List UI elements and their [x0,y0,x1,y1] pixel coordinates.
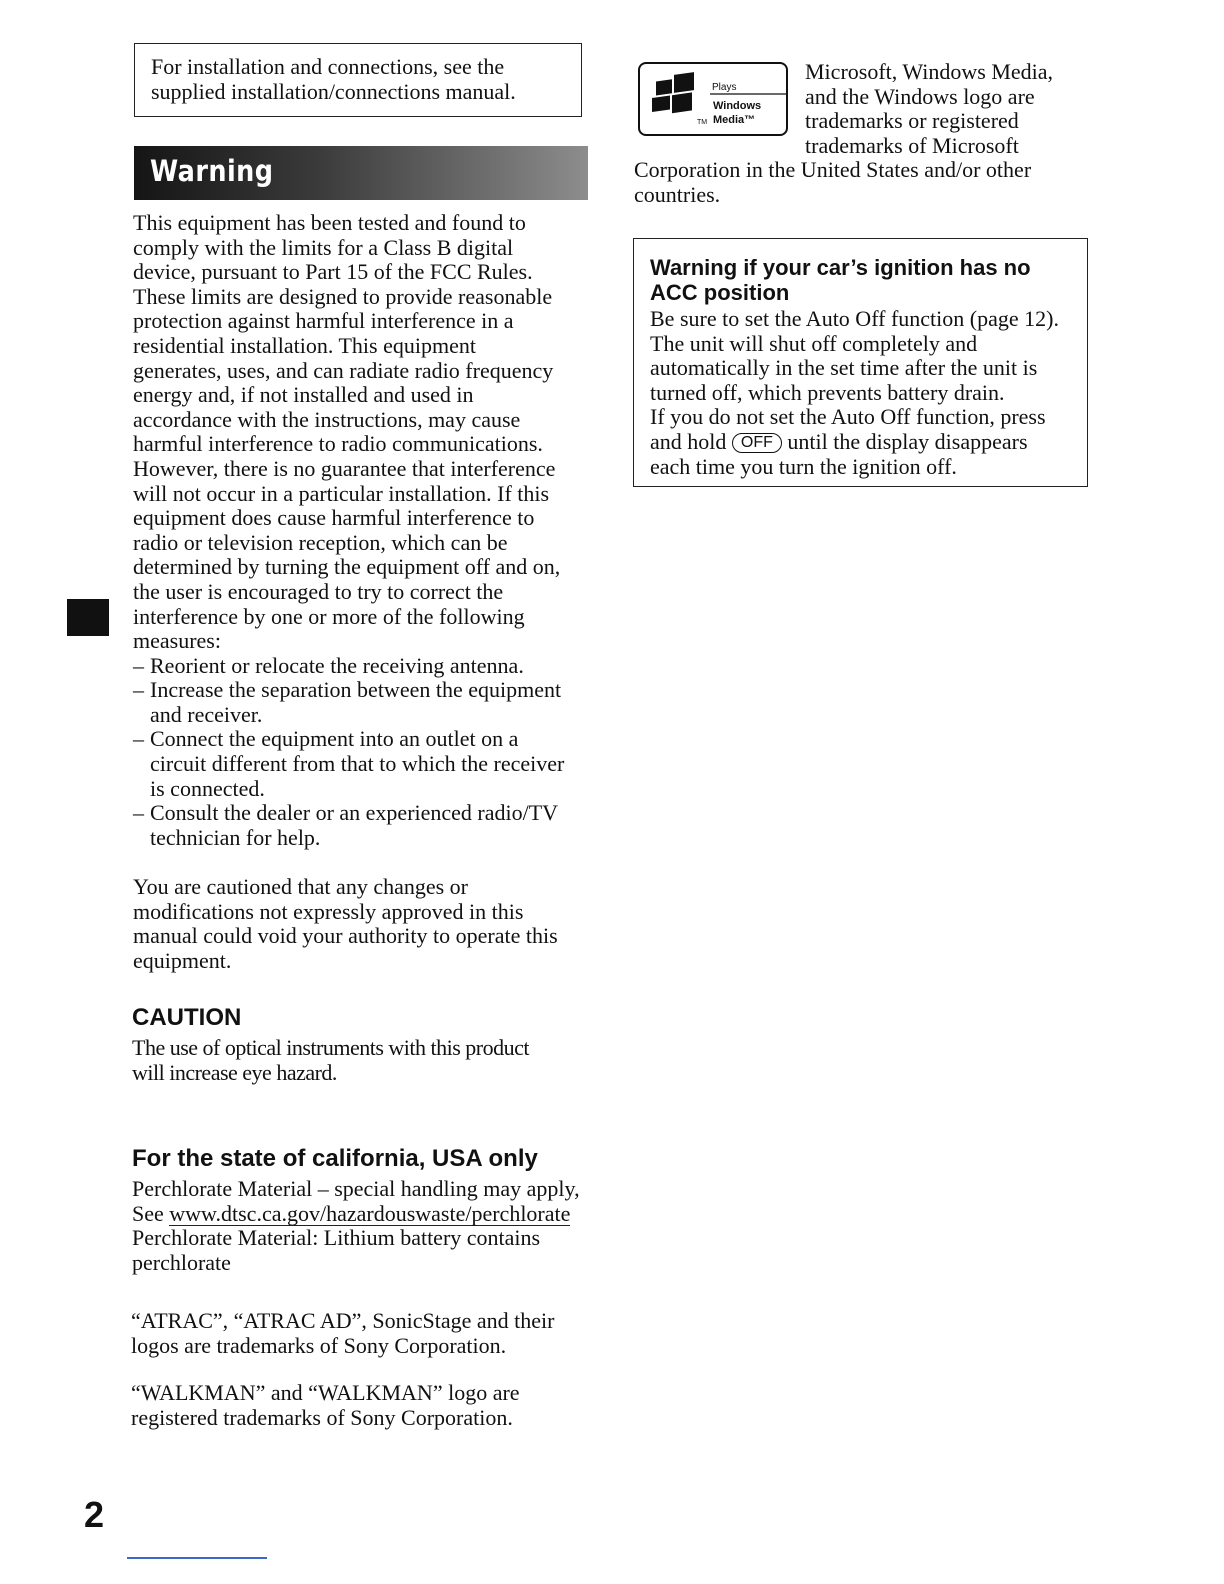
installation-note-box [134,43,582,117]
measure-list-item: – Increase the separation between the equipment and receiver. [133,678,593,727]
modification-caution-note [133,875,593,973]
installation-note-line: For installation and connections, see the [151,54,505,79]
caution-note-line: You are cautioned that any changes or [133,874,468,899]
measure-list-item: – Reorient or relocate the receiving antenna. [133,654,593,679]
installation-note-line: supplied installation/connections manual. [151,78,516,104]
measure-line: Consult the dealer or an experienced radio/TV [150,800,559,826]
measure-line: Reorient or relocate the receiving antenna. [150,652,524,678]
fcc-statement [133,211,593,850]
california-line: Perchlorate Material: Lithium battery contains [132,1225,541,1251]
caution-note-line: equipment. [133,947,232,973]
measure-line: circuit different from that to which the receiver [150,751,565,777]
fcc-line: However, there is no guarantee that interference [133,455,556,481]
fcc-line: radio or television reception, which can be [133,529,508,555]
atrac-line: logos are trademarks of Sony Corporation. [131,1332,507,1358]
fcc-line: equipment does cause harmful interference to [133,505,535,531]
acc-warning-box [633,238,1088,487]
logo-media-text: Media™ [713,114,756,126]
measure-line: Increase the separation between the equipment [150,677,562,703]
fcc-line: will not occur in a particular installation. If this [133,480,550,506]
acc-heading-line: ACC position [650,280,790,305]
fcc-line: determined by turning the equipment off and on, [133,554,561,580]
microsoft-line: trademarks of Microsoft [805,132,1019,158]
fcc-line: This equipment has been tested and found to [133,210,526,235]
footer-rule [127,1557,267,1559]
hold-suffix: until the display disappears [781,428,1028,454]
california-line [132,1202,602,1227]
acc-warning-heading [650,255,1077,305]
microsoft-trademark-note [805,60,1075,158]
california-heading: For the state of california, USA only [132,1145,538,1172]
microsoft-line: Corporation in the United States and/or other [634,157,1032,182]
windows-flag-icon [640,64,786,134]
microsoft-line: trademarks or registered [805,108,1019,134]
acc-heading-line: Warning if your car’s ignition has no [650,255,1031,280]
section-tab-marker [67,599,109,636]
logo-tm-text: TM [697,119,708,126]
california-text [132,1177,602,1275]
fcc-line: comply with the limits for a Class B digital [133,234,514,260]
microsoft-line: and the Windows logo are [805,83,1035,109]
warning-banner [134,146,588,200]
walkman-line: registered trademarks of Sony Corporation. [131,1404,513,1430]
acc-line [650,430,1077,455]
microsoft-trademark-note-cont [634,158,1094,207]
fcc-line: interference by one or more of the following [133,603,525,629]
acc-line: automatically in the set time after the unit is [650,355,1038,381]
california-line: Perchlorate Material – special handling may apply, [132,1176,580,1201]
measure-list-item: – Consult the dealer or an experienced radio/TV technician for help. [133,801,593,850]
measure-line: Connect the equipment into an outlet on a [150,726,519,752]
caution-text [132,1036,592,1085]
logo-windows-text: Windows [713,100,762,112]
microsoft-line: countries. [634,181,721,207]
california-see-prefix: See [132,1200,170,1226]
logo-plays-text: Plays [712,82,737,93]
off-button-icon: OFF [732,433,782,453]
fcc-line: measures: [133,628,221,654]
fcc-line: the user is encouraged to try to correct the [133,578,504,604]
fcc-line: residential installation. This equipment [133,332,476,358]
fcc-line: These limits are designed to provide reasonable [133,283,553,309]
microsoft-line: Microsoft, Windows Media, [805,59,1054,84]
fcc-line: harmful interference to radio communications. [133,431,543,457]
fcc-line: device, pursuant to Part 15 of the FCC Rules. [133,259,533,285]
measure-line: and receiver. [150,701,263,727]
fcc-line: protection against harmful interference in a [133,308,514,334]
caution-note-line: modifications not expressly approved in this [133,898,524,924]
page-number: 2 [84,1494,105,1535]
acc-line: Be sure to set the Auto Off function (page 12). [650,306,1059,331]
acc-line: If you do not set the Auto Off function, press [650,404,1046,430]
caution-heading: CAUTION [132,1004,242,1031]
perchlorate-link[interactable]: www.dtsc.ca.gov/hazardouswaste/perchlorate [169,1200,571,1226]
acc-line: The unit will shut off completely and [650,330,978,356]
atrac-trademark-note [131,1309,601,1358]
fcc-line: generates, uses, and can radiate radio frequency [133,357,554,383]
caution-note-line: manual could void your authority to operate this [133,923,558,949]
warning-banner-title: Warning [150,154,274,188]
acc-line: each time you turn the ignition off. [650,453,957,479]
walkman-line: “WALKMAN” and “WALKMAN” logo are [131,1380,520,1405]
walkman-trademark-note [131,1381,601,1430]
measure-line: technician for help. [150,824,321,850]
measure-line: is connected. [150,775,265,801]
measure-list-item: – Connect the equipment into an outlet on a circuit different from that to which the receiver is connected. [133,727,593,801]
acc-warning-body [650,307,1077,479]
caution-text-line: The use of optical instruments with this product [132,1035,529,1060]
atrac-line: “ATRAC”, “ATRAC AD”, SonicStage and their [131,1308,555,1333]
hold-prefix: and hold [650,428,732,454]
windows-media-logo [638,62,788,136]
california-line: perchlorate [132,1249,231,1275]
fcc-line: energy and, if not installed and used in [133,382,474,408]
acc-line: turned off, which prevents battery drain. [650,379,1005,405]
caution-text-line: will increase eye hazard. [132,1059,337,1085]
fcc-line: accordance with the instructions, may cause [133,406,521,432]
